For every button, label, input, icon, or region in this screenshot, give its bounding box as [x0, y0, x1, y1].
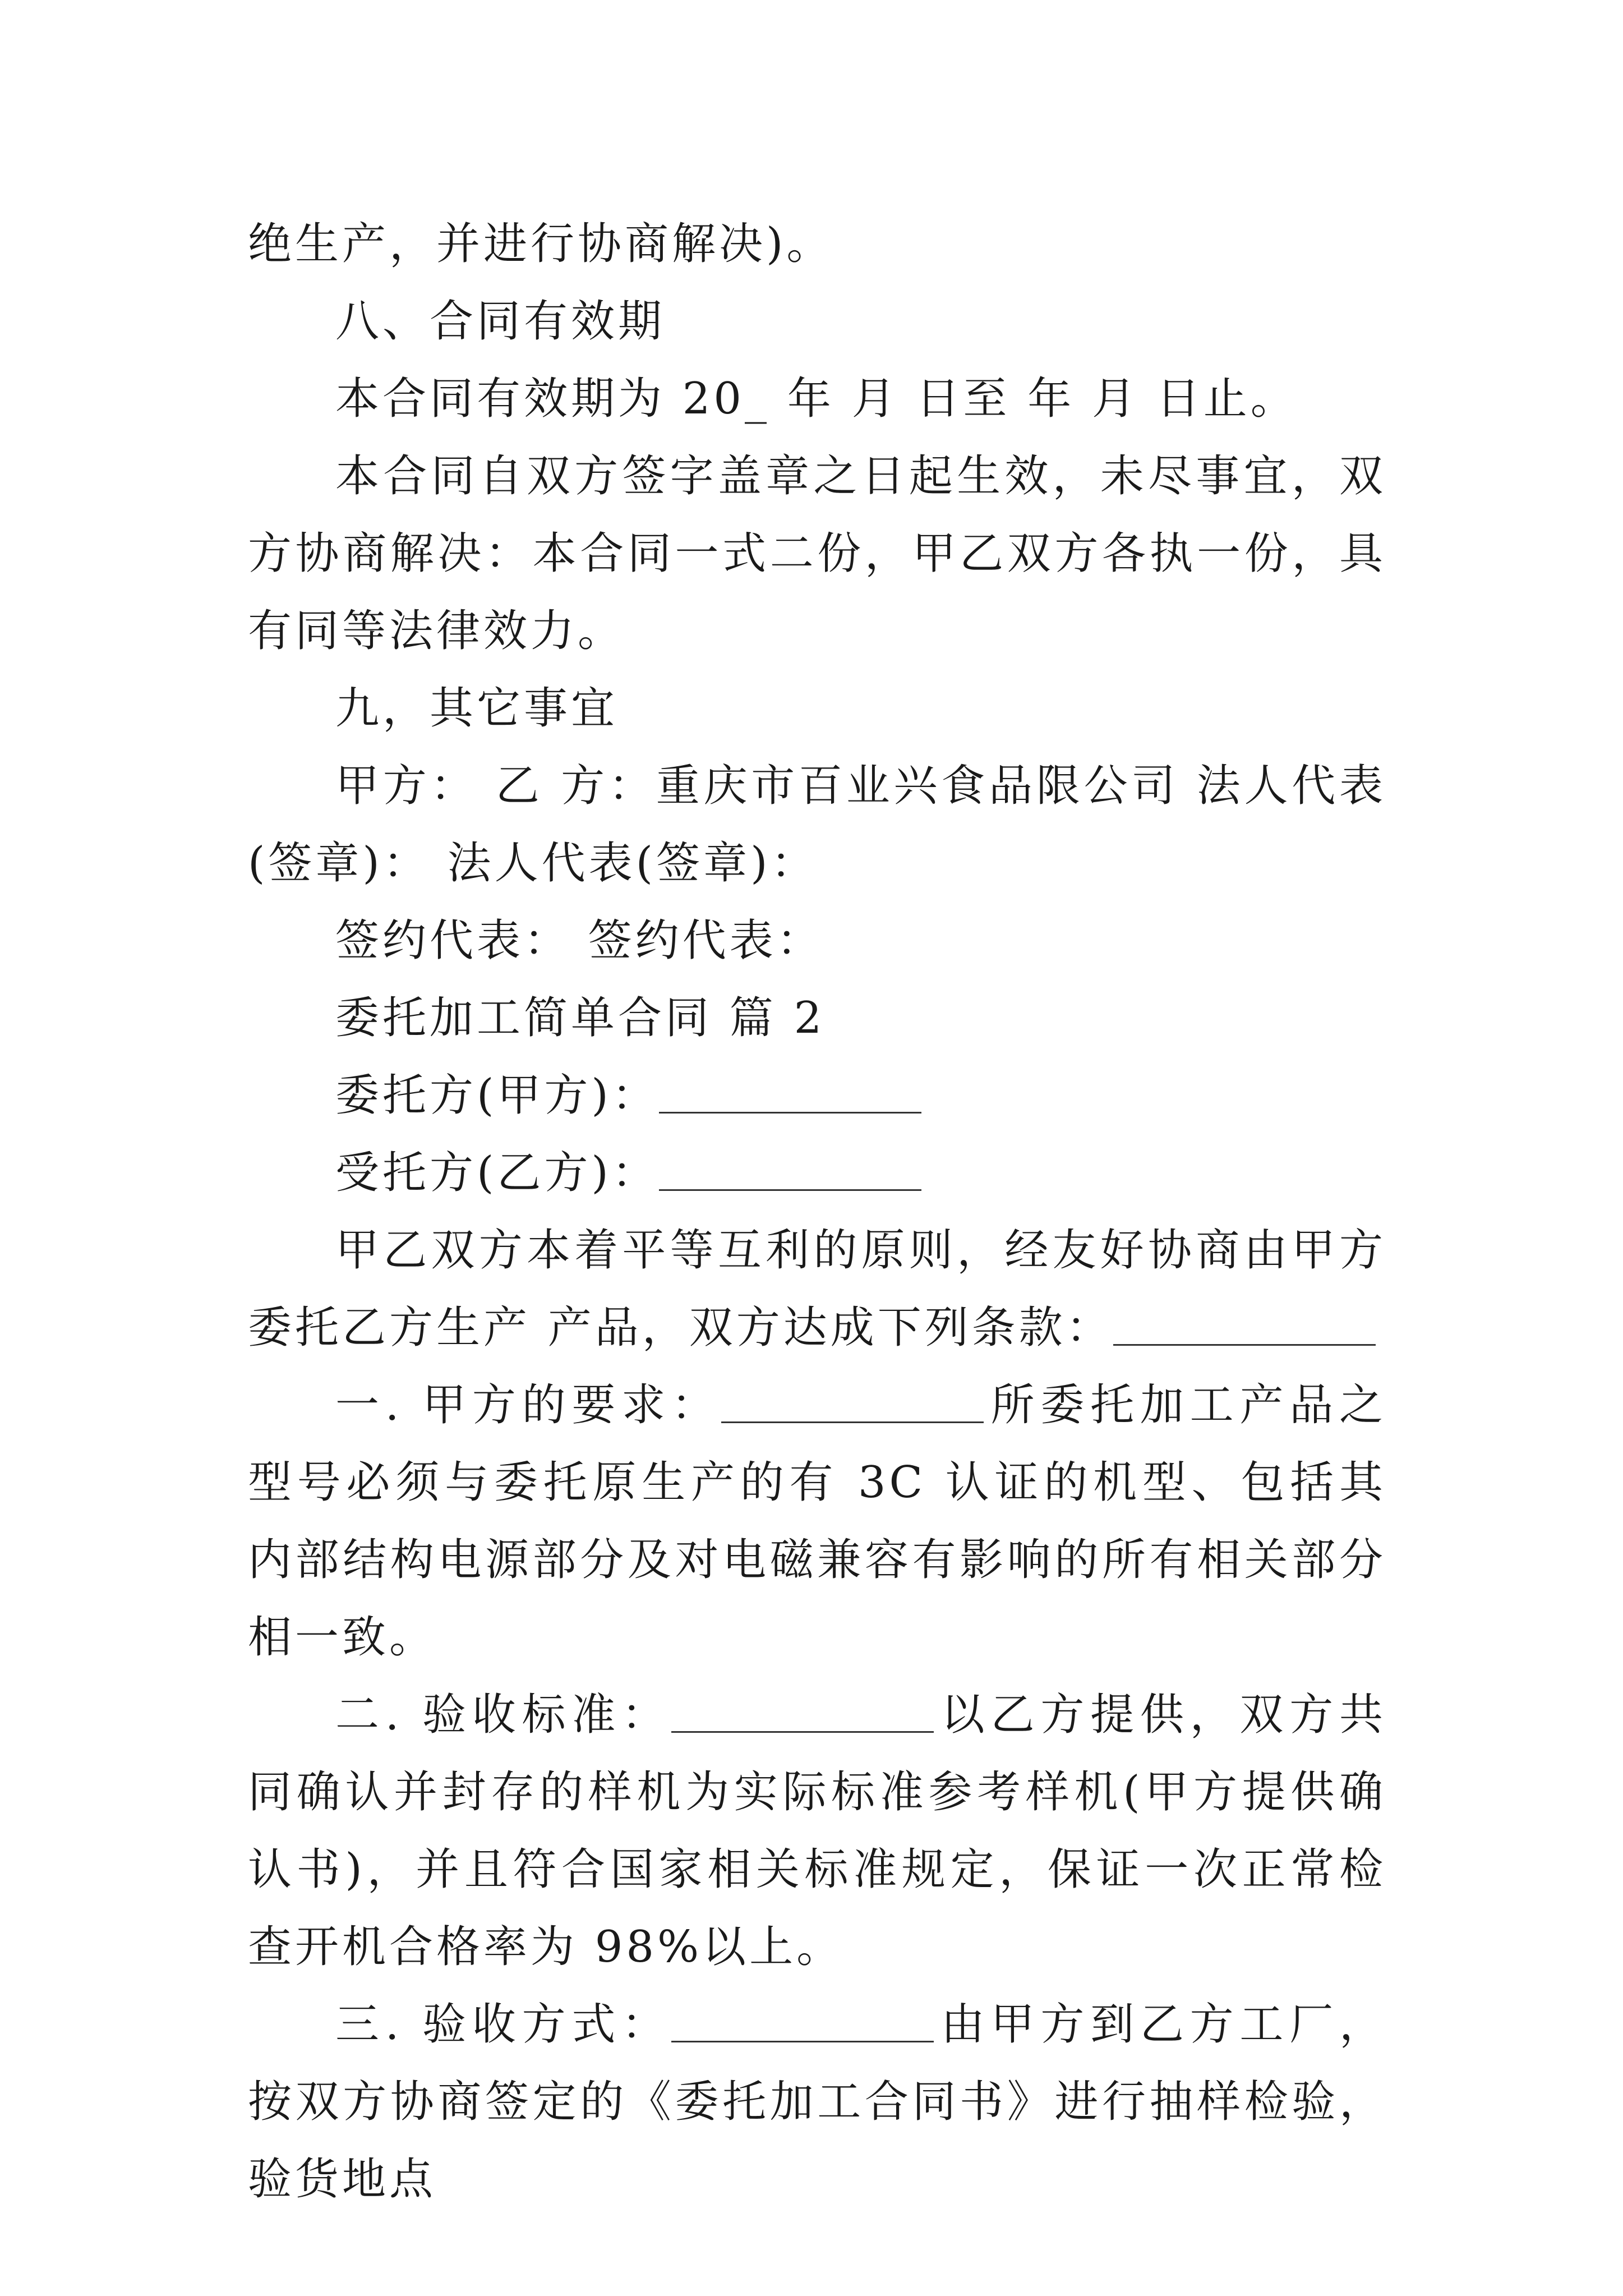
- paragraph-effectiveness: [248, 438, 1386, 670]
- paragraph-text: 受托方(乙方)：: [335, 1148, 659, 1198]
- fill-in-blank: [1113, 1305, 1376, 1346]
- paragraph-text: 甲乙双方本着平等互利的原则，经友好协商由甲方委托乙方生产 产品，双方达成下列条款：: [248, 1225, 1386, 1353]
- paragraph-text: 甲方： 乙 方：重庆市百业兴食品限公司 法人代表(签章)： 法人代表(签章)：: [248, 761, 1386, 889]
- contract-title-part-2: [248, 979, 1386, 1057]
- clause-2-acceptance-standard: [248, 1676, 1386, 1986]
- paragraph-signing-representatives: [248, 902, 1386, 979]
- paragraph-text: 本合同自双方签字盖章之日起生效，未尽事宜，双方协商解决：本合同一式二份，甲乙双方各执一份，具有同等法律效力。: [248, 451, 1386, 656]
- paragraph-text: 本合同有效期为 20_ 年 月 日至 年 月 日止。: [335, 374, 1298, 424]
- fill-in-blank: [659, 1150, 921, 1191]
- paragraph-agreement-intro: [248, 1212, 1386, 1366]
- paragraph-parties-signature: [248, 747, 1386, 902]
- clause-label: 二. 验收标准：: [335, 1690, 672, 1740]
- section-heading-9: [248, 670, 1386, 747]
- clause-1-requirements: [248, 1366, 1386, 1676]
- paragraph-continuation: [248, 205, 1386, 283]
- clause-label: 一. 甲方的要求：: [335, 1380, 721, 1430]
- heading-text: 委托加工简单合同 篇 2: [335, 993, 826, 1043]
- clause-text: 所委托加工产品之型号必须与委托原生产的有 3C 认证的机型、包括其内部结构电源部分及对电磁兼容有影响的所有相关部分相一致。: [248, 1380, 1386, 1663]
- paragraph-entrusted-party: [248, 1134, 1386, 1212]
- heading-text: 八、合同有效期: [335, 296, 666, 347]
- heading-text: 九，其它事宜: [335, 683, 619, 734]
- paragraph-text: 委托方(甲方)：: [335, 1070, 659, 1121]
- fill-in-blank: [659, 1073, 921, 1114]
- document-body: [248, 205, 1386, 2218]
- paragraph-text: 签约代表： 签约代表：: [335, 915, 824, 966]
- clause-text: 由甲方到乙方工厂，按双方协商签定的《委托加工合同书》进行抽样检验，验货地点: [248, 1999, 1386, 2205]
- fill-in-blank: [671, 2001, 934, 2042]
- fill-in-blank: [721, 1382, 984, 1423]
- paragraph-entrusting-party: [248, 1057, 1386, 1134]
- section-heading-8: [248, 283, 1386, 360]
- fill-in-blank: [671, 1692, 934, 1733]
- paragraph-validity-period: [248, 360, 1386, 438]
- clause-3-acceptance-method: [248, 1986, 1386, 2218]
- clause-label: 三. 验收方式：: [335, 1999, 672, 2050]
- paragraph-text: 绝生产，并进行协商解决)。: [248, 219, 834, 269]
- clause-text: 以乙方提供，双方共同确认并封存的样机为实际标准参考样机(甲方提供确认书)，并且符合国家相关标准规定，保证一次正常检查开机合格率为 98%以上。: [248, 1690, 1386, 1972]
